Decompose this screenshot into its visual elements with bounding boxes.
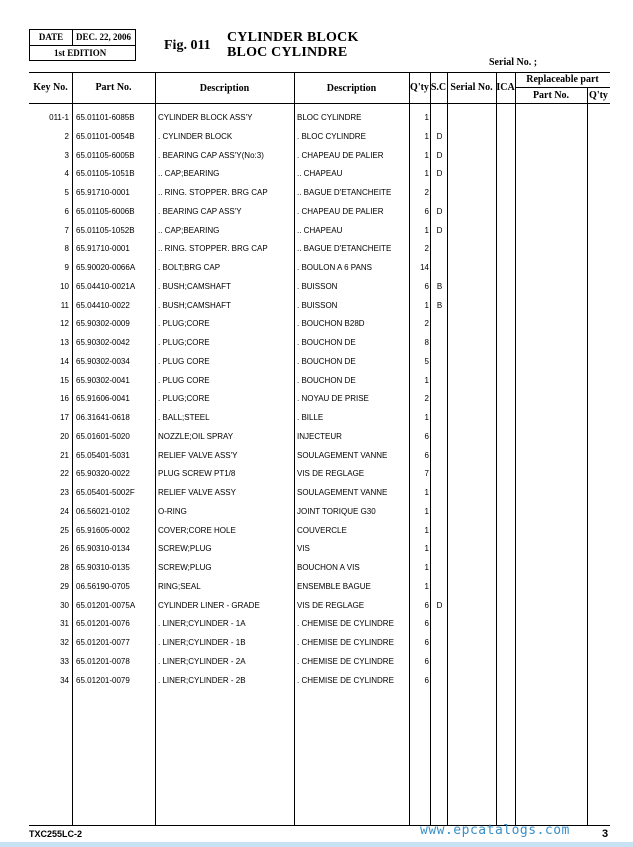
description-fr-cell: . CHEMISE DE CYLINDRE <box>297 638 394 647</box>
key-no-cell: 20 <box>60 431 69 441</box>
description-fr-cell: ENSEMBLE BAGUE <box>297 581 371 591</box>
part-no-cell: 65.01105-1051B <box>76 169 135 179</box>
description-fr-cell: .. CHAPEAU <box>297 225 343 235</box>
part-no-cell: 65.04410-0022 <box>76 300 130 310</box>
key-no-cell: 30 <box>60 600 69 610</box>
table-row <box>0 559 633 577</box>
description-cell: . LINER;CYLINDER - 1B <box>158 638 246 647</box>
part-no-cell: 65.90302-0009 <box>76 319 130 329</box>
description-fr-cell: INJECTEUR <box>297 431 342 441</box>
qty-cell: 1 <box>424 563 429 572</box>
qty-cell: 2 <box>424 188 429 197</box>
table-row <box>0 409 633 427</box>
table-row <box>0 390 633 408</box>
table-row <box>0 465 633 483</box>
key-no-cell: 25 <box>60 525 69 535</box>
qty-cell: 2 <box>424 319 429 329</box>
sc-cell: D <box>436 150 443 160</box>
part-no-cell: 65.90320-0022 <box>76 469 130 479</box>
website-watermark: www.epcatalogs.com <box>420 823 570 838</box>
qty-cell: 1 <box>424 506 429 516</box>
key-no-cell: 4 <box>64 169 69 179</box>
description-fr-cell: SOULAGEMENT VANNE <box>297 450 388 460</box>
header-serial-no: Serial No. <box>450 82 493 93</box>
table-row <box>0 634 633 652</box>
description-cell: . BUSH;CAMSHAFT <box>158 300 231 310</box>
qty-cell: 1 <box>424 525 429 535</box>
key-no-cell: 9 <box>64 263 69 272</box>
part-no-cell: 65.91605-0002 <box>76 525 130 535</box>
qty-cell: 14 <box>420 263 429 272</box>
part-no-cell: 65.01201-0078 <box>76 656 130 666</box>
description-fr-cell: .. CHAPEAU <box>297 169 343 179</box>
part-no-cell: 06.56190-0705 <box>76 581 130 591</box>
part-no-cell: 65.01105-1052B <box>76 225 135 235</box>
description-cell: . PLUG;CORE <box>158 394 210 404</box>
sc-cell: B <box>436 300 443 310</box>
description-cell: COVER;CORE HOLE <box>158 525 236 535</box>
sc-cell: D <box>436 169 443 179</box>
table-row <box>0 447 633 465</box>
description-fr-cell: . NOYAU DE PRISE <box>297 394 369 404</box>
qty-cell: 1 <box>424 488 429 497</box>
qty-cell: 1 <box>424 113 429 122</box>
description-fr-cell: . BILLE <box>297 413 324 422</box>
key-no-cell: 34 <box>60 675 69 685</box>
date-box <box>29 29 136 61</box>
qty-cell: 6 <box>424 450 429 460</box>
part-no-cell: 65.01201-0076 <box>76 619 130 629</box>
part-no-cell: 65.91606-0041 <box>76 394 130 404</box>
qty-cell: 5 <box>424 356 429 366</box>
description-cell: CYLINDER BLOCK ASS'Y <box>158 113 253 122</box>
page-number: 3 <box>602 828 609 840</box>
description-fr-cell: VIS DE REGLAGE <box>297 600 365 610</box>
description-fr-cell: . BOUCHON DE <box>297 356 356 366</box>
edition: 1st EDITION <box>54 48 107 58</box>
part-no-cell: 65.01201-0075A <box>76 600 136 610</box>
description-cell: . BALL;STEEL <box>158 413 210 422</box>
sc-cell: D <box>436 600 443 610</box>
description-cell: SCREW;PLUG <box>158 563 212 572</box>
description-cell: CYLINDER LINER - GRADE <box>158 600 260 610</box>
title-english: CYLINDER BLOCK <box>227 30 359 45</box>
description-fr-cell: . CHAPEAU DE PALIER <box>297 206 384 216</box>
table-row <box>0 372 633 390</box>
header-ica: ICA <box>496 82 515 93</box>
qty-cell: 1 <box>424 300 429 310</box>
table-row <box>0 184 633 202</box>
table-row <box>0 297 633 315</box>
part-no-cell: 06.56021-0102 <box>76 506 130 516</box>
part-no-cell: 65.90310-0134 <box>76 544 130 554</box>
key-no-cell: 33 <box>60 656 69 666</box>
qty-cell: 6 <box>424 638 429 647</box>
key-no-cell: 15 <box>60 375 69 385</box>
header-rep-qty: Q'ty <box>589 90 608 101</box>
description-fr-cell: . CHEMISE DE CYLINDRE <box>297 656 394 666</box>
description-fr-cell: BLOC CYLINDRE <box>297 113 362 122</box>
key-no-cell: 24 <box>60 506 69 516</box>
description-cell: RELIEF VALVE ASSY <box>158 488 236 497</box>
description-cell: .. RING. STOPPER. BRG CAP <box>158 244 268 254</box>
qty-cell: 8 <box>424 338 429 347</box>
description-cell: .. CAP;BEARING <box>158 169 220 179</box>
sc-cell: D <box>436 225 443 235</box>
sc-cell: D <box>436 206 443 216</box>
qty-cell: 1 <box>424 544 429 554</box>
description-fr-cell: . BOUCHON DE <box>297 338 356 347</box>
header-sc: S.C <box>430 82 447 93</box>
description-fr-cell: . CHEMISE DE CYLINDRE <box>297 675 394 685</box>
replaceable-rule <box>515 87 610 88</box>
qty-cell: 2 <box>424 394 429 404</box>
figure-number: Fig. 011 <box>164 38 211 53</box>
description-fr-cell: JOINT TORIQUE G30 <box>297 506 376 516</box>
description-cell: . LINER;CYLINDER - 2B <box>158 675 246 685</box>
table-row <box>0 484 633 502</box>
qty-cell: 6 <box>424 619 429 629</box>
description-cell: O-RING <box>158 506 187 516</box>
description-fr-cell: . BOULON A 6 PANS <box>297 263 372 272</box>
qty-cell: 6 <box>424 206 429 216</box>
part-no-cell: 65.01601-5020 <box>76 431 130 441</box>
key-no-cell: 8 <box>64 244 69 254</box>
qty-cell: 6 <box>424 656 429 666</box>
header-part-no: Part No. <box>95 82 132 93</box>
description-fr-cell: COUVERCLE <box>297 525 347 535</box>
qty-cell: 1 <box>424 150 429 160</box>
key-no-cell: 23 <box>60 488 69 497</box>
description-fr-cell: . BUISSON <box>297 281 338 291</box>
description-cell: . PLUG CORE <box>158 375 210 385</box>
description-cell: RELIEF VALVE ASS'Y <box>158 450 238 460</box>
part-no-cell: 65.05401-5002F <box>76 488 135 497</box>
part-no-cell: 65.01101-6085B <box>76 113 135 122</box>
part-no-cell: 65.01101-0054B <box>76 131 135 141</box>
table-row <box>0 203 633 221</box>
key-no-cell: 3 <box>64 150 69 160</box>
part-no-cell: 65.90302-0042 <box>76 338 130 347</box>
qty-cell: 6 <box>424 600 429 610</box>
key-no-cell: 11 <box>60 300 69 310</box>
title-french: BLOC CYLINDRE <box>227 45 348 60</box>
date-value: DEC. 22, 2006 <box>75 32 131 42</box>
part-no-cell: 65.01201-0079 <box>76 675 130 685</box>
table-row <box>0 503 633 521</box>
description-fr-cell: BOUCHON A VIS <box>297 563 360 572</box>
description-cell: . PLUG;CORE <box>158 319 210 329</box>
header-rep-part-no: Part No. <box>532 90 570 101</box>
sc-cell: B <box>436 281 443 291</box>
qty-cell: 1 <box>424 169 429 179</box>
key-no-cell: 2 <box>64 131 69 141</box>
key-no-cell: 17 <box>60 413 69 422</box>
key-no-cell: 6 <box>64 206 69 216</box>
sc-cell: D <box>436 131 443 141</box>
part-no-cell: 65.05401-5031 <box>76 450 130 460</box>
table-row <box>0 128 633 146</box>
description-fr-cell: SOULAGEMENT VANNE <box>297 488 388 497</box>
table-row <box>0 672 633 690</box>
key-no-cell: 13 <box>60 338 69 347</box>
part-no-cell: 65.91710-0001 <box>76 244 130 254</box>
date-label: DATE <box>30 30 73 45</box>
qty-cell: 1 <box>424 225 429 235</box>
key-no-cell: 7 <box>64 225 69 235</box>
part-no-cell: 65.91710-0001 <box>76 188 130 197</box>
part-no-cell: 65.01105-6005B <box>76 150 135 160</box>
qty-cell: 1 <box>424 375 429 385</box>
qty-cell: 1 <box>424 131 429 141</box>
description-cell: . CYLINDER BLOCK <box>158 131 233 141</box>
qty-cell: 6 <box>424 675 429 685</box>
description-fr-cell: VIS DE REGLAGE <box>297 469 365 479</box>
description-cell: . LINER;CYLINDER - 1A <box>158 619 246 629</box>
header-qty: Q'ty <box>410 82 429 93</box>
key-no-cell: 28 <box>60 563 69 572</box>
table-row <box>0 522 633 540</box>
description-cell: . PLUG CORE <box>158 356 210 366</box>
description-fr-cell: . CHAPEAU DE PALIER <box>297 150 384 160</box>
key-no-cell: 32 <box>60 638 69 647</box>
table-row <box>0 165 633 183</box>
key-no-cell: 31 <box>60 619 69 629</box>
header-bottom-rule <box>29 103 610 104</box>
description-fr-cell: . BOUCHON B28D <box>297 319 365 329</box>
description-cell: RING;SEAL <box>158 581 201 591</box>
key-no-cell: 16 <box>60 394 69 404</box>
description-fr-cell: . BLOC CYLINDRE <box>297 131 366 141</box>
key-no-cell: 29 <box>60 581 69 591</box>
description-cell: PLUG SCREW PT1/8 <box>158 469 236 479</box>
part-no-cell: 65.90302-0041 <box>76 375 130 385</box>
bottom-stripe <box>0 842 633 847</box>
description-cell: SCREW;PLUG <box>158 544 212 554</box>
description-cell: . BOLT;BRG CAP <box>158 263 221 272</box>
header-key-no: Key No. <box>33 82 68 93</box>
key-no-cell: 10 <box>60 281 69 291</box>
key-no-cell: 22 <box>60 469 69 479</box>
header-description-fr: Description <box>326 83 377 94</box>
qty-cell: 1 <box>424 581 429 591</box>
qty-cell: 2 <box>424 244 429 254</box>
serial-label: Serial No. ; <box>489 57 538 68</box>
qty-cell: 6 <box>424 431 429 441</box>
qty-cell: 7 <box>424 469 429 479</box>
model-code: TXC255LC-2 <box>29 829 83 839</box>
table-row <box>0 428 633 446</box>
table-row <box>0 353 633 371</box>
description-fr-cell: . CHEMISE DE CYLINDRE <box>297 619 394 629</box>
description-cell: NOZZLE;OIL SPRAY <box>158 431 234 441</box>
part-no-cell: 65.01201-0077 <box>76 638 130 647</box>
description-fr-cell: .. BAGUE D'ETANCHEITE <box>297 188 392 197</box>
description-fr-cell: . BUISSON <box>297 300 338 310</box>
key-no-cell: 011-1 <box>49 113 69 122</box>
table-row <box>0 109 633 127</box>
key-no-cell: 5 <box>64 188 69 197</box>
description-cell: . BEARING CAP ASS'Y(No:3) <box>158 150 264 160</box>
header-description: Description <box>199 83 250 94</box>
part-no-cell: 06.31641-0618 <box>76 413 130 422</box>
description-cell: . LINER;CYLINDER - 2A <box>158 656 246 666</box>
qty-cell: 1 <box>424 413 429 422</box>
description-fr-cell: . BOUCHON DE <box>297 375 356 385</box>
table-row <box>0 578 633 596</box>
table-row <box>0 259 633 277</box>
table-row <box>0 653 633 671</box>
part-no-cell: 65.90020-0066A <box>76 263 136 272</box>
description-cell: .. RING. STOPPER. BRG CAP <box>158 188 268 197</box>
key-no-cell: 21 <box>60 450 69 460</box>
table-row <box>0 147 633 165</box>
key-no-cell: 14 <box>60 356 69 366</box>
table-row <box>0 240 633 258</box>
key-no-cell: 26 <box>60 544 69 554</box>
table-row <box>0 540 633 558</box>
key-no-cell: 12 <box>60 319 69 329</box>
description-fr-cell: .. BAGUE D'ETANCHEITE <box>297 244 392 254</box>
part-no-cell: 65.04410-0021A <box>76 281 136 291</box>
description-cell: . BEARING CAP ASS'Y <box>158 206 242 216</box>
description-cell: . BUSH;CAMSHAFT <box>158 281 231 291</box>
part-no-cell: 65.01105-6006B <box>76 206 135 216</box>
qty-cell: 6 <box>424 281 429 291</box>
table-row <box>0 615 633 633</box>
description-fr-cell: VIS <box>297 544 310 554</box>
table-row <box>0 597 633 615</box>
table-row <box>0 222 633 240</box>
table-row <box>0 315 633 333</box>
part-no-cell: 65.90310-0135 <box>76 563 130 572</box>
header-replaceable-part: Replaceable part <box>526 74 599 85</box>
part-no-cell: 65.90302-0034 <box>76 356 130 366</box>
description-cell: . PLUG;CORE <box>158 338 210 347</box>
table-row <box>0 278 633 296</box>
description-cell: .. CAP;BEARING <box>158 225 220 235</box>
table-row <box>0 334 633 352</box>
